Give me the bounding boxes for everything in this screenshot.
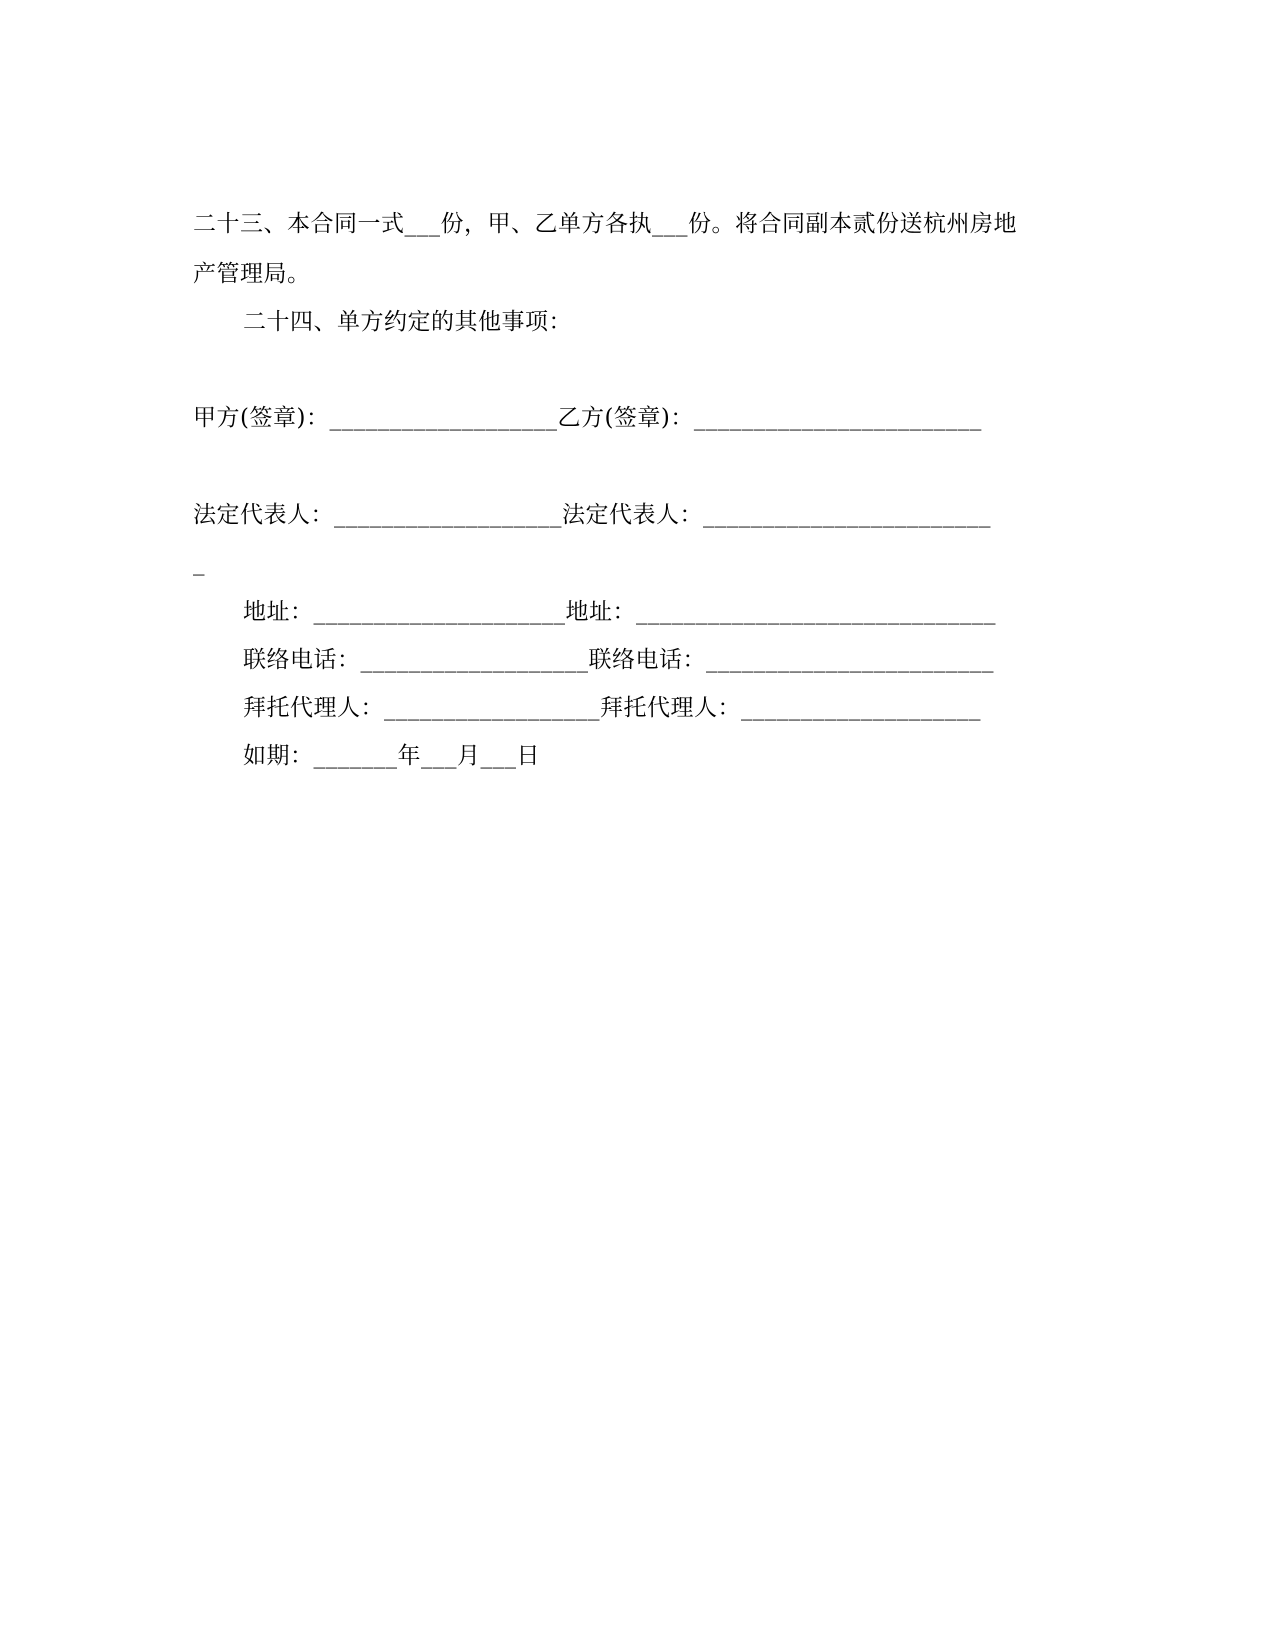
address-line: 地址：_____________________地址：______________________________	[243, 599, 996, 625]
legal-representative-line: 法定代表人：___________________法定代表人：________________________	[193, 502, 991, 528]
authorized-agent-line: 拜托代理人：__________________拜托代理人：____________________	[243, 695, 981, 721]
date-line: 如期：_______年___月___日	[243, 743, 540, 769]
contact-phone-line: 联络电话：___________________联络电话：________________________	[243, 647, 994, 673]
clause-23-text-line2: 产管理局。	[193, 261, 311, 287]
party-signature-line: 甲方(签章)：___________________乙方(签章)：________________________	[193, 405, 982, 431]
clause-24-text: 二十四、单方约定的其他事项：	[243, 309, 572, 335]
clause-23-text-line1: 二十三、本合同一式___份，甲、乙单方各执___份。将合同副本贰份送杭州房地	[193, 211, 1017, 237]
legal-representative-overflow: _	[193, 550, 205, 576]
